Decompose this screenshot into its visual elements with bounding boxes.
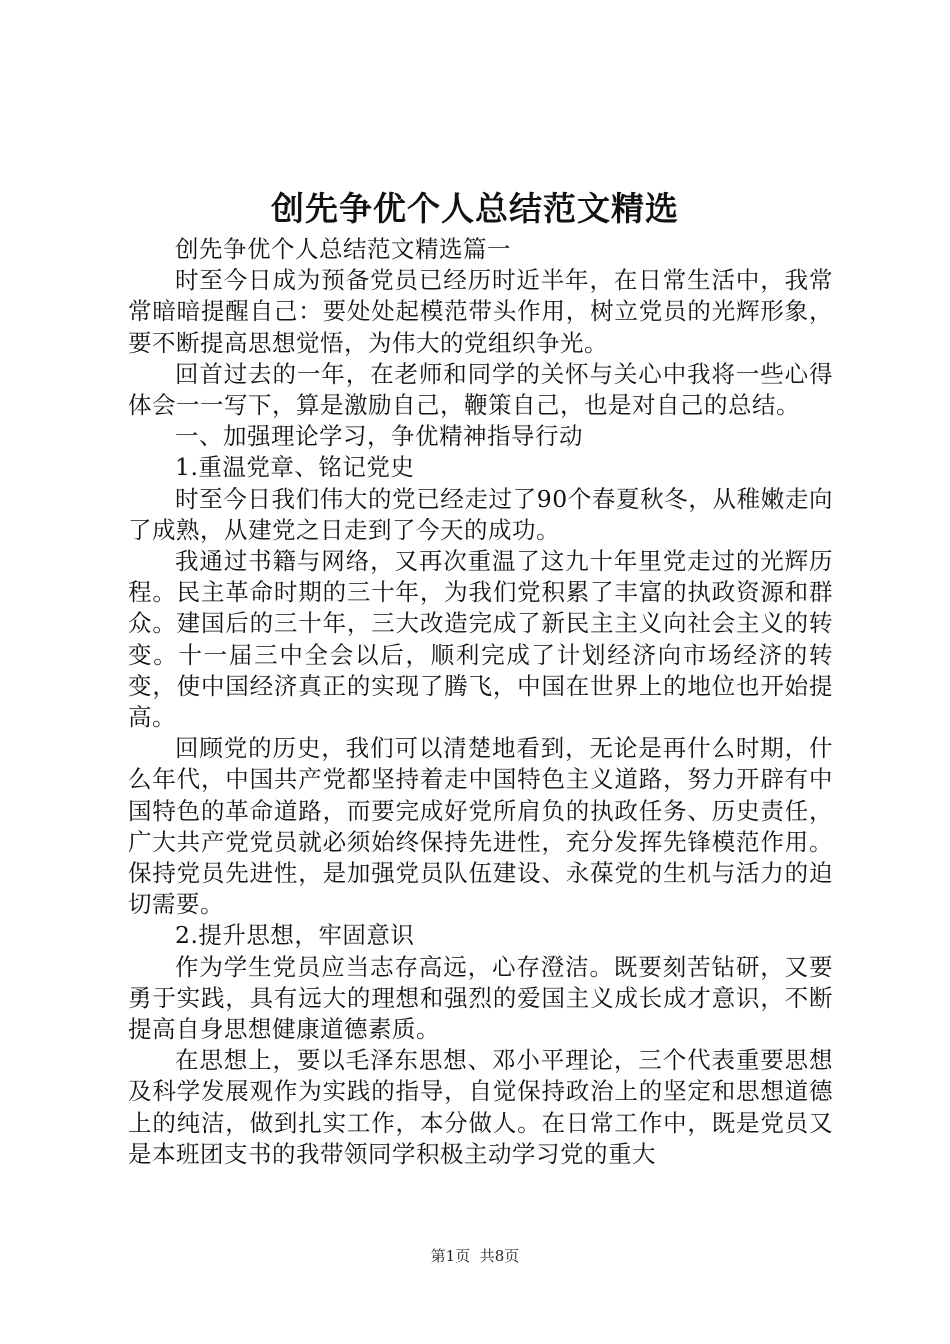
body-paragraph: 回顾党的历史，我们可以清楚地看到，无论是再什么时期，什么年代，中国共产党都坚持着走中国特色主义道路，努力开辟有中国特色的革命道路，而要完成好党所肩负的执政任务、历史责任，广大共产党党员就必须始终保持先进性，充分发挥先锋模范作用。保持党员先进性，是加强党员队伍建设、永葆党的生机与活力的迫切需要。 [128,734,833,919]
page-footer [0,1246,950,1266]
body-paragraph: 我通过书籍与网络，又再次重温了这九十年里党走过的光辉历程。民主革命时期的三十年，为我们党积累了丰富的执政资源和群众。建国后的三十年，三大改造完成了新民主主义向社会主义的转变。十一届三中全会以后，顺利完成了计划经济向市场经济的转变，使中国经济真正的实现了腾飞，中国在世界上的地位也开始提高。 [128,547,833,732]
body-paragraph: 时至今日成为预备党员已经历时近半年，在日常生活中，我常常暗暗提醒自己：要处处起模范带头作用，树立党员的光辉形象，要不断提高思想觉悟，为伟大的党组织争光。 [128,266,833,357]
body-paragraph: 作为学生党员应当志存高远，心存澄洁。既要刻苦钻研，又要勇于实践，具有远大的理想和强烈的爱国主义成长成才意识，不断提高自身思想健康道德素质。 [128,952,833,1044]
section-heading: 一、加强理论学习，争优精神指导行动 [175,422,583,451]
body-paragraph: 在思想上，要以毛泽东思想、邓小平理论，三个代表重要思想及科学发展观作为实践的指导，自觉保持政治上的坚定和思想道德上的纯洁，做到扎实工作，本分做人。在日常工作中，既是党员又是本班团支书的我带领同学积极主动学习党的重大 [128,1046,833,1168]
body-paragraph: 回首过去的一年，在老师和同学的关怀与关心中我将一些心得体会一一写下，算是激励自己，鞭策自己，也是对自己的总结。 [128,359,833,420]
page-number: 第1页 [430,1247,471,1265]
section-heading: 创先争优个人总结范文精选篇一 [175,235,511,263]
page-count: 共8页 [479,1247,520,1265]
subsection-heading: 2.提升思想，牢固意识 [175,921,415,950]
document-body [128,234,833,1170]
subsection-heading: 1.重温党章、铭记党史 [175,453,415,482]
body-paragraph: 时至今日我们伟大的党已经走过了90个春夏秋冬，从稚嫩走向了成熟，从建党之日走到了今天的成功。 [128,484,833,544]
document-title: 创先争优个人总结范文精选 [271,189,679,228]
